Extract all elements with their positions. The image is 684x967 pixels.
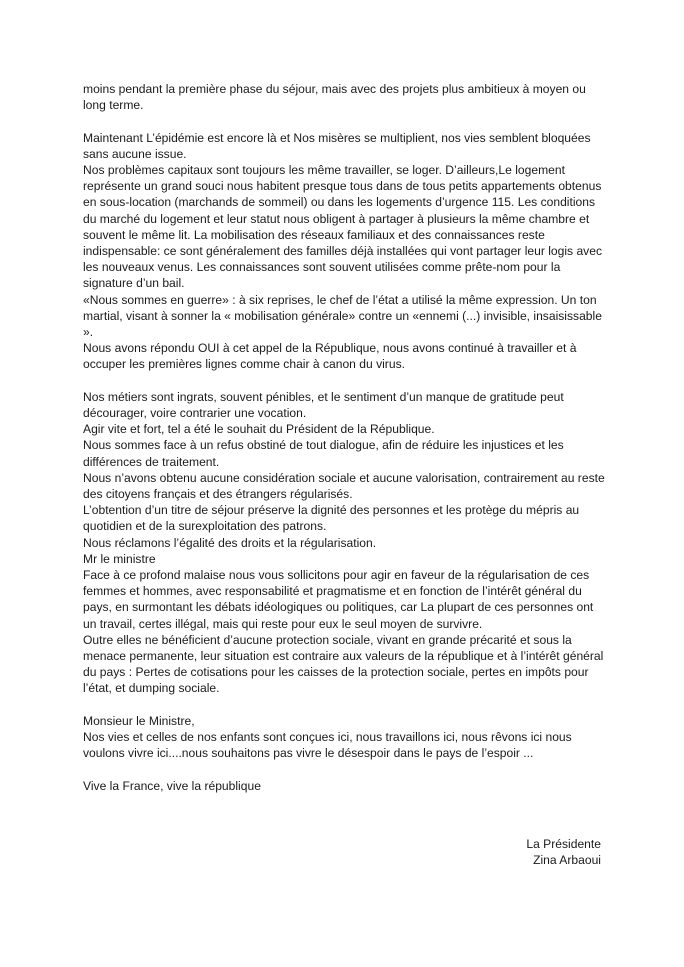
text-line: «Nous sommes en guerre» : à six reprises, le chef de l’état a utilisé la même expression. Un ton [83, 292, 597, 307]
text-line: Outre elles ne bénéficient d’aucune protection sociale, vivant en grande précarité et sous la [83, 632, 572, 647]
text-line: Nos vies et celles de nos enfants sont conçues ici, nous travaillons ici, nous rêvons ici nous [83, 730, 572, 745]
blank-line [83, 761, 603, 777]
text-line: moins pendant la première phase du séjour, mais avec des projets plus ambitieux à moyen ou [83, 82, 586, 96]
text-line: Mr le ministre [83, 551, 156, 566]
blank-line [83, 113, 603, 129]
text-line: Nous n’avons obtenu aucune considération sociale et aucune valorisation, contrairement au reste [83, 470, 605, 485]
text-line: du pays : Pertes de cotisations pour les caisses de la protection sociale, pertes en impôts pour [83, 665, 589, 680]
text-line: signature d’un bail. [83, 276, 185, 291]
text-line: ». [83, 325, 94, 340]
text-line: occuper les premières lignes comme chair à canon du virus. [83, 357, 405, 372]
text-line: Nous réclamons l’égalité des droits et la régularisation. [83, 535, 377, 550]
text-line: différences de traitement. [83, 454, 220, 469]
text-line: sans aucune issue. [83, 146, 187, 161]
text-line: pays, en surmontant les débats idéologiques ou politiques, car La plupart de ces personnes ont [83, 600, 594, 615]
text-line: Nos métiers sont ingrats, souvent pénibles, et le sentiment d’un manque de gratitude peut [83, 389, 564, 404]
text-line: du marché du logement et leur statut nous obligent à partager à plusieurs la même chambre et [83, 211, 590, 226]
text-line: Agir vite et fort, tel a été le souhait du Président de la République. [83, 422, 435, 437]
signature-name: Zina Arbaoui [533, 853, 601, 868]
text-line: en sous-location (marchands de sommeil) ou dans les logements d’urgence 115. Les conditions [83, 195, 596, 210]
text-line: quotidien et de la surexploitation des patrons. [83, 519, 327, 534]
text-line: l’état, et dumping sociale. [83, 681, 220, 696]
text-line: décourager, voire contrarier une vocation. [83, 406, 307, 421]
text-line: L’obtention d’un titre de séjour préserve la dignité des personnes et les protège du mépris au [83, 503, 580, 518]
text-line: long terme. [83, 98, 144, 113]
text-line: Maintenant L’épidémie est encore là et Nos misères se multiplient, nos vies semblent bloquées [83, 130, 591, 145]
text-line: voulons vivre ici....nous souhaitons pas vivre le désespoir dans le pays de l’espoir ... [83, 746, 534, 761]
letter-body [83, 81, 603, 794]
text-line: Monsieur le Ministre, [83, 713, 195, 728]
text-line: Vive la France, vive la république [83, 778, 261, 793]
text-line: femmes et hommes, avec responsabilité et pragmatisme et en fonction de l’intérêt général du [83, 584, 582, 599]
signature-title: La Présidente [526, 837, 601, 851]
text-line: martial, visant à sonner la « mobilisation générale» contre un «ennemi (...) invisible, insaisissable [83, 308, 602, 323]
text-line: menace permanente, leur situation est contraire aux valeurs de la république et à l’intérêt général [83, 649, 604, 664]
signature-block [526, 836, 601, 868]
blank-line [83, 373, 603, 389]
text-line: Nous sommes face à un refus obstiné de tout dialogue, afin de réduire les injustices et les [83, 438, 564, 453]
text-line: Nous avons répondu OUI à cet appel de la République, nous avons continué à travailler et à [83, 341, 577, 356]
text-line: les nouveaux venus. Les connaissances sont souvent utilisées comme prête-nom pour la [83, 260, 561, 275]
text-line: souvent le même lit. La mobilisation des réseaux familiaux et des connaissances reste [83, 227, 545, 242]
text-line: représente un grand souci nous habitent presque tous dans de tous petits appartements obtenus [83, 179, 602, 194]
text-line: Face à ce profond malaise nous vous sollicitons pour agir en faveur de la régularisation de ces [83, 568, 590, 583]
text-line: un travail, certes illégal, mais qui reste pour eux le seul moyen de survivre. [83, 616, 483, 631]
blank-line [83, 697, 603, 713]
text-line: Nos problèmes capitaux sont toujours les même travailler, se loger. D’ailleurs,Le logement [83, 163, 565, 177]
text-line: indispensable: ce sont généralement des familles déjà installées qui vont partager leur logis avec [83, 244, 602, 259]
text-line: des citoyens français et des étrangers régularisés. [83, 487, 353, 502]
